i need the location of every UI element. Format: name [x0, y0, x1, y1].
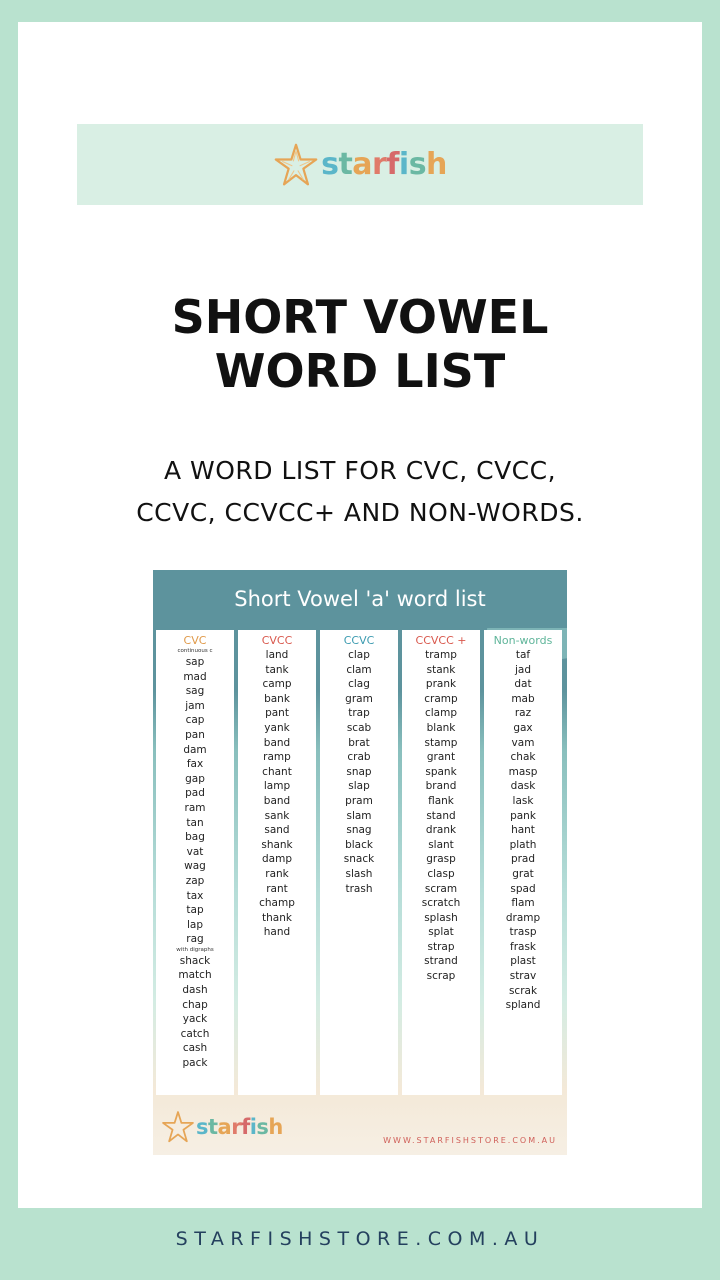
word-item: chak	[510, 751, 536, 764]
word-item: tramp	[425, 649, 457, 661]
word-item: match	[178, 969, 212, 982]
word-item: trash	[345, 882, 373, 895]
word-item: brand	[425, 780, 457, 793]
word-item: stank	[426, 663, 456, 676]
word-item: tan	[186, 816, 204, 829]
word-item: slam	[346, 809, 372, 822]
word-item: tap	[186, 904, 204, 917]
word-item: strap	[427, 940, 455, 953]
word-item: hant	[511, 824, 535, 837]
word-list	[238, 648, 316, 940]
logo-letter: s	[196, 1115, 208, 1139]
logo-letter: t	[338, 147, 353, 182]
word-item: fax	[186, 758, 204, 771]
word-item: trap	[348, 707, 370, 720]
word-item: scrap	[426, 970, 456, 983]
word-item: brat	[348, 736, 370, 749]
column-heading: Non-words	[493, 634, 553, 647]
word-item: rag	[186, 933, 204, 946]
page-subtitle	[18, 450, 702, 534]
word-list	[320, 648, 398, 896]
word-item: frask	[510, 940, 536, 953]
subtitle-line-1: A WORD LIST FOR CVC, CVCC,	[163, 456, 557, 485]
word-item: vat	[186, 845, 204, 858]
word-item: blank	[426, 721, 456, 734]
word-list-poster	[153, 570, 567, 1155]
word-item: zap	[185, 874, 205, 887]
poster-header: Short Vowel 'a' word list	[153, 570, 567, 628]
word-item: sap	[185, 656, 205, 668]
word-item: spland	[505, 999, 541, 1012]
word-item: scab	[346, 721, 372, 734]
word-item: pant	[265, 707, 289, 720]
word-item: gap	[185, 772, 205, 785]
word-item: pram	[345, 794, 373, 807]
word-item: slap	[348, 780, 370, 793]
column-non-words	[484, 630, 562, 1095]
word-item: pad	[185, 787, 205, 800]
word-item: cap	[185, 714, 205, 727]
word-item: lap	[186, 918, 204, 931]
word-item: ram	[184, 801, 206, 814]
poster-logo-wordmark	[196, 1115, 283, 1139]
word-item: gram	[345, 692, 373, 705]
word-item: tax	[186, 889, 204, 902]
logo-letter: i	[398, 147, 409, 182]
word-item: dash	[182, 984, 208, 997]
page-title	[18, 290, 702, 398]
word-item: dask	[510, 780, 536, 793]
footer-url[interactable]: STARFISHSTORE.COM.AU	[175, 1228, 545, 1250]
word-item: snap	[346, 765, 372, 778]
word-list	[484, 648, 562, 1013]
word-item: jad	[514, 663, 532, 676]
word-item: crab	[347, 751, 371, 764]
word-item: masp	[508, 765, 538, 778]
poster-url: WWW.STARFISHSTORE.COM.AU	[383, 1136, 557, 1145]
word-item: lamp	[263, 780, 291, 793]
column-cvcc	[238, 630, 316, 1095]
starfish-icon	[161, 1110, 195, 1144]
word-item: rank	[265, 867, 289, 880]
subtitle-line-2: CCVC, CCVCC+ AND NON-WORDS.	[136, 498, 584, 527]
poster-footer	[153, 1100, 567, 1155]
word-item: strand	[424, 955, 458, 968]
word-item: grasp	[426, 853, 456, 866]
word-item: jam	[185, 699, 205, 712]
word-item: pank	[510, 809, 536, 822]
title-line-1: SHORT VOWEL	[171, 290, 549, 344]
logo-wordmark	[321, 147, 447, 182]
word-item: yank	[264, 721, 290, 734]
word-item: bank	[264, 692, 290, 705]
word-item: band	[263, 794, 291, 807]
word-item: scrak	[508, 984, 538, 997]
word-item: plath	[509, 838, 537, 851]
word-item: hand	[263, 926, 291, 939]
word-item: dramp	[505, 911, 541, 924]
word-item: spad	[510, 882, 536, 895]
word-item: lask	[512, 794, 534, 807]
word-item: sank	[264, 809, 290, 822]
logo-letter: r	[231, 1115, 242, 1139]
logo-banner	[77, 124, 643, 205]
content-card	[18, 22, 702, 1208]
word-item: sand	[264, 824, 290, 837]
logo-letter: h	[426, 147, 447, 182]
word-item: chant	[262, 765, 292, 778]
word-item: snag	[346, 824, 372, 837]
word-item: shank	[261, 838, 293, 851]
word-item: clam	[346, 663, 372, 676]
word-item: dam	[183, 743, 207, 756]
starfish-icon	[273, 142, 319, 188]
logo-letter: s	[256, 1115, 269, 1139]
word-item: thank	[262, 911, 292, 924]
word-item: ramp	[263, 751, 291, 764]
column-note: with digraphs	[176, 946, 214, 953]
word-item: dat	[514, 678, 532, 691]
word-item: champ	[259, 897, 295, 910]
word-item: land	[265, 649, 289, 661]
word-item: scram	[424, 882, 458, 895]
word-item: clasp	[427, 867, 455, 880]
word-item: mad	[183, 670, 207, 683]
starfish-logo	[273, 142, 447, 188]
word-item: raz	[514, 707, 532, 720]
word-item: tank	[265, 663, 289, 676]
word-item: chap	[182, 998, 208, 1011]
column-note: continuous c	[177, 648, 213, 654]
word-list	[156, 954, 234, 1071]
logo-letter: r	[372, 147, 387, 182]
word-item: pack	[182, 1057, 208, 1070]
column-heading: CVCC	[261, 634, 293, 647]
word-item: clamp	[424, 707, 458, 720]
word-item: grant	[426, 751, 456, 764]
logo-letter: i	[249, 1115, 257, 1139]
word-list	[156, 655, 234, 947]
word-item: catch	[180, 1027, 210, 1040]
column-heading: CCVC	[343, 634, 375, 647]
logo-letter: h	[268, 1115, 283, 1139]
word-item: strav	[509, 970, 537, 983]
word-item: splash	[424, 911, 458, 924]
word-item: trasp	[509, 926, 537, 939]
word-list	[402, 648, 480, 984]
logo-letter: t	[208, 1115, 218, 1139]
logo-letter: s	[408, 147, 427, 182]
word-item: damp	[262, 853, 292, 866]
column-heading: CVC	[183, 634, 207, 647]
word-item: yack	[182, 1013, 208, 1026]
word-item: black	[345, 838, 373, 851]
logo-letter: a	[352, 147, 373, 182]
word-item: drank	[425, 824, 457, 837]
word-item: mab	[511, 692, 535, 705]
word-item: taf	[515, 649, 531, 661]
word-item: band	[263, 736, 291, 749]
word-item: sag	[185, 685, 205, 698]
word-item: flam	[511, 897, 535, 910]
word-item: prad	[510, 853, 536, 866]
word-item: scratch	[421, 897, 461, 910]
word-item: clap	[348, 649, 370, 661]
word-item: spank	[425, 765, 457, 778]
poster-logo	[161, 1110, 283, 1144]
word-item: rant	[266, 882, 288, 895]
word-item: cramp	[424, 692, 458, 705]
logo-letter: f	[241, 1115, 250, 1139]
word-item: slant	[428, 838, 454, 851]
word-item: bag	[185, 831, 205, 844]
column-heading: CCVCC +	[415, 634, 467, 647]
word-item: vam	[511, 736, 535, 749]
word-item: shack	[179, 954, 211, 967]
word-item: grat	[512, 867, 534, 880]
word-item: clag	[348, 678, 370, 691]
title-line-2: WORD LIST	[214, 344, 506, 398]
word-item: splat	[428, 926, 454, 939]
word-item: cash	[182, 1042, 208, 1055]
logo-letter: f	[386, 147, 399, 182]
word-item: snack	[343, 853, 375, 866]
word-item: stand	[426, 809, 456, 822]
word-item: gax	[513, 721, 533, 734]
word-item: pan	[185, 728, 205, 741]
logo-letter: a	[217, 1115, 232, 1139]
column-ccvc	[320, 630, 398, 1095]
word-item: wag	[184, 860, 206, 873]
column-cvc	[156, 630, 234, 1095]
word-item: camp	[262, 678, 292, 691]
word-item: flank	[428, 794, 454, 807]
word-item: stamp	[424, 736, 458, 749]
word-item: plast	[510, 955, 536, 968]
column-ccvcc	[402, 630, 480, 1095]
word-item: slash	[345, 867, 373, 880]
word-item: prank	[425, 678, 457, 691]
logo-letter: s	[321, 147, 339, 182]
